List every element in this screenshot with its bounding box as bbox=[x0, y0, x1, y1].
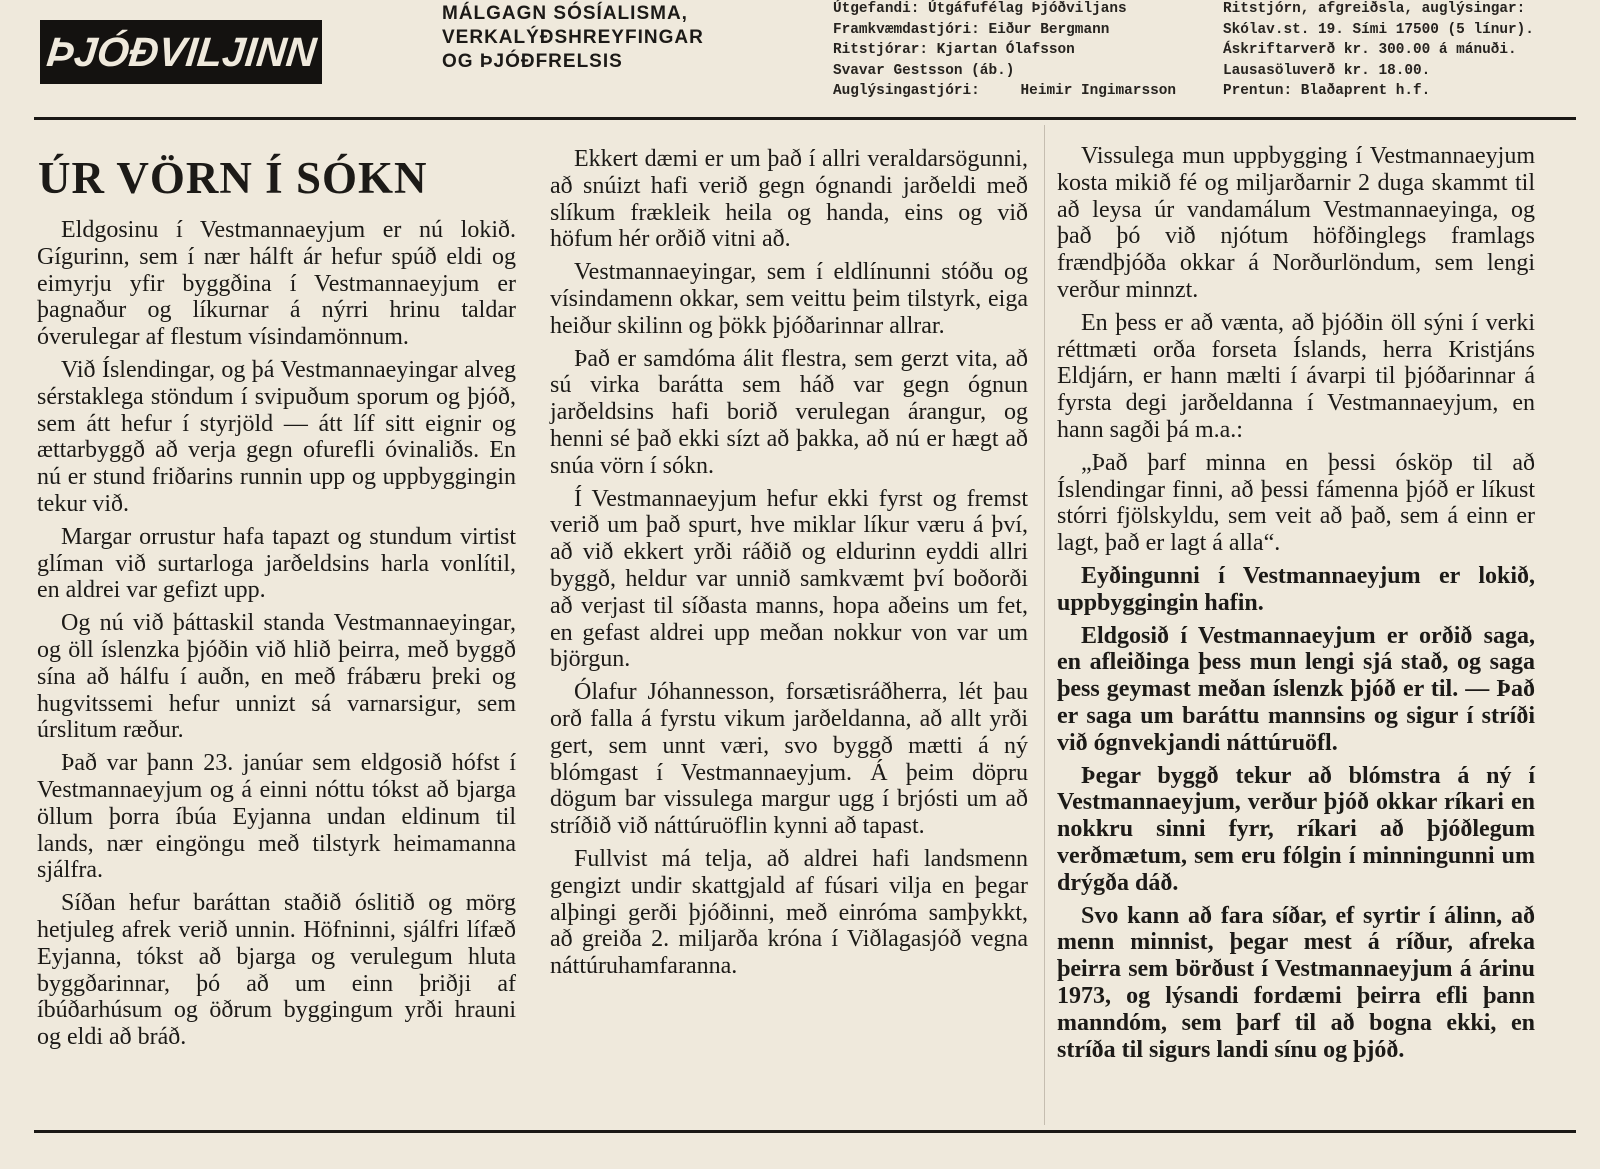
staff-line: Svavar Gestsson (áb.) bbox=[833, 62, 1015, 79]
paragraph: Margar orrustur hafa tapazt og stundum virtist glíman við surtarloga jarðeldsins harla vonlítil, en aldrei var gefizt upp. bbox=[37, 523, 516, 604]
bottom-rule bbox=[34, 1130, 1576, 1133]
paragraph: En þess er að vænta, að þjóðin öll sýni í verki réttmæti orða forseta Íslands, herra Kristjáns Eldjárn, er hann mælti í ávarpi til þjóðarinnar á fyrsta degi jarðeldanna í Vestmannaeyjum, en hann sagði þá m.a.: bbox=[1057, 309, 1535, 443]
office-line: Áskriftarverð kr. 300.00 á mánuði. bbox=[1223, 42, 1517, 58]
bold-paragraph: Þegar byggð tekur að blómstra á ný í Vestmannaeyjum, verður þjóð okkar ríkari en nokkru sinni fyrr, ríkari að þjóðlegum verðmætum, sem eru fólgin í minningunni um drýgða dáð. bbox=[1057, 762, 1535, 896]
bold-paragraph: Eyðingunni í Vestmannaeyjum er lokið, uppbyggingin hafin. bbox=[1057, 562, 1535, 616]
office-line: Ritstjórn, afgreiðsla, auglýsingar: bbox=[1223, 1, 1526, 17]
paragraph: Ólafur Jóhannesson, forsætisráðherra, lét þau orð falla á fyrstu vikum jarðeldanna, að allt yrði gert, sem unnt væri, svo byggð mætti á ný blómgast í Vestmannaeyjum. Á þeim döpru dögum bar vissulega margur ugg í brjósti um að stríðið við náttúruöflin kynni að tapast. bbox=[550, 679, 1028, 840]
article-headline: ÚR VÖRN Í SÓKN bbox=[38, 153, 428, 203]
motto-line: VERKALÝÐSHREYFINGAR bbox=[442, 27, 704, 48]
motto-line: MÁLGAGN SÓSÍALISMA, bbox=[442, 3, 688, 24]
staff-line: Útgefandi: Útgáfufélag Þjóðviljans bbox=[833, 1, 1127, 17]
office-line: Skólav.st. 19. Sími 17500 (5 línur). bbox=[1223, 21, 1534, 38]
bold-paragraph: Eldgosið í Vestmannaeyjum er orðið saga, en afleiðinga þess mun lengi sjá stað, og saga þess geymast meðan íslenzk þjóð er til. — Það er saga um baráttu mannsins og sigur í stríði við ógnvekjandi náttúruöfl. bbox=[1057, 622, 1535, 756]
motto bbox=[442, 2, 782, 74]
office-line: Prentun: Blaðaprent h.f. bbox=[1223, 83, 1431, 99]
paragraph: Fullvist má telja, að aldrei hafi landsmenn gengizt undir skattgjald af fúsari vilja en þegar alþingi gerði þjóðinni, með einróma samþykkt, að greiða 2. miljarða króna í Viðlagasjóð vegna náttúruhamfaranna. bbox=[550, 845, 1028, 980]
paragraph: Eldgosinu í Vestmannaeyjum er nú lokið. Gígurinn, sem í nær hálft ár hefur spúð eldi og eimyrju yfir byggðina í Vestmannaeyjum er þagnaður og líkurnar á nýrri hrinu taldar óverulegar af flestum vísindamönnum. bbox=[37, 217, 516, 351]
advertising-label: Auglýsingastjóri: bbox=[833, 83, 980, 99]
bold-paragraph: Svo kann að fara síðar, ef syrtir í álinn, að menn minnist, þegar mest á ríður, afreka þeirra sem börðust í Vestmannaeyjum á árinu 1973, og lýsandi fordæmi þeirra efli þann manndóm, sem þarf til að bogna ekki, en stríða til sigurs landi sínu og þjóð. bbox=[1057, 902, 1535, 1063]
paragraph: Í Vestmannaeyjum hefur ekki fyrst og fremst verið um það spurt, hve miklar líkur væru á því, að við ekkert yrði ráðið og eldurinn eyddi allri byggð, heldur var unnið samkvæmt því boðorði að verjast til síðasta manns, hopa aðeins um fet, en gefast aldrei upp meðan nokkur von var um björgun. bbox=[550, 485, 1028, 673]
motto-line: OG ÞJÓÐFRELSIS bbox=[442, 51, 623, 72]
office-box bbox=[1223, 0, 1593, 102]
article-column-3 bbox=[1057, 143, 1535, 1069]
paragraph: Við Íslendingar, og þá Vestmannaeyingar alveg sérstaklega stöndum í svipuðum sporum og þjóð, sem átt hefur í styrjöld — átt líf sitt eignir og ættarbyggð að verja gegn ofurefli óvinaliðs. En nú er stund friðarins runnin upp og uppbyggingin tekur við. bbox=[37, 356, 516, 517]
paragraph: Síðan hefur baráttan staðið óslitið og mörg hetjuleg afrek verið unnin. Höfninni, sjálfri lífæð Eyjanna, tókst að bjarga og verulegum hluta byggðarinnar, þó að um einn þriðji af íbúðarhúsum og öðrum byggingum yrði hrauni og eldi að bráð. bbox=[37, 890, 516, 1051]
staff-box bbox=[833, 0, 1203, 102]
logo-text: ÞJÓÐVILJINN bbox=[44, 28, 318, 75]
office-line: Lausasöluverð kr. 18.00. bbox=[1223, 62, 1431, 79]
advertising-line bbox=[833, 81, 1176, 102]
staff-line: Ritstjórar: Kjartan Ólafsson bbox=[833, 42, 1075, 58]
paragraph: Vestmannaeyingar, sem í eldlínunni stóðu og vísindamenn okkar, sem veittu þeim tilstyrk, eiga heiður skilinn og þökk þjóðarinnar allrar. bbox=[550, 259, 1028, 339]
paragraph: Ekkert dæmi er um það í allri veraldarsögunni, að snúizt hafi verið gegn ógnandi jarðeldi með slíkum frækleik heila og handa, eins og við höfum hér orðið vitni að. bbox=[550, 146, 1028, 253]
newspaper-logo bbox=[40, 20, 322, 84]
paragraph: Það er samdóma álit flestra, sem gerzt vita, að sú virka barátta sem háð var gegn ógnun jarðeldsins hafi borið verulegan árangur, og henni sé það ekki sízt að þakka, að nú er hægt að snúa vörn í sókn. bbox=[550, 345, 1028, 479]
article-column-2 bbox=[550, 146, 1028, 986]
staff-line: Framkvæmdastjóri: Eiður Bergmann bbox=[833, 21, 1110, 38]
article-column-1 bbox=[37, 217, 516, 1057]
advertising-name: Heimir Ingimarsson bbox=[1020, 83, 1176, 99]
paragraph: Vissulega mun uppbygging í Vestmannaeyjum kosta mikið fé og miljarðarnir 2 duga skammt til að leysa úr vandamálum Vestmannaeyinga, og það þó við njótum höfðinglegs framlags frændþjóða okkar á Norðurlöndum, sem lengi verður minnzt. bbox=[1057, 143, 1535, 303]
paragraph: Og nú við þáttaskil standa Vestmannaeyingar, og öll íslenzka þjóðin við hlið þeirra, með byggð sína að hálfu í auðn, en með frábæru þreki og hugvitssemi hefur unnizt sá varnarsigur, sem úrslitum ræður. bbox=[37, 610, 516, 744]
masthead-rule bbox=[34, 117, 1576, 120]
quote-paragraph: „Það þarf minna en þessi ósköp til að Íslendingar finni, að þessi fámenna þjóð er líkust stórri fjölskyldu, sem veit að það, sem á einn er lagt, það er lagt á alla“. bbox=[1057, 449, 1535, 557]
page-fold bbox=[1044, 125, 1045, 1125]
paragraph: Það var þann 23. janúar sem eldgosið hófst í Vestmannaeyjum og á einni nóttu tókst að bjarga öllum þorra íbúa Eyjanna undan eldinum til lands, nær eingöngu með tilstyrk heimamanna sjálfra. bbox=[37, 750, 516, 884]
